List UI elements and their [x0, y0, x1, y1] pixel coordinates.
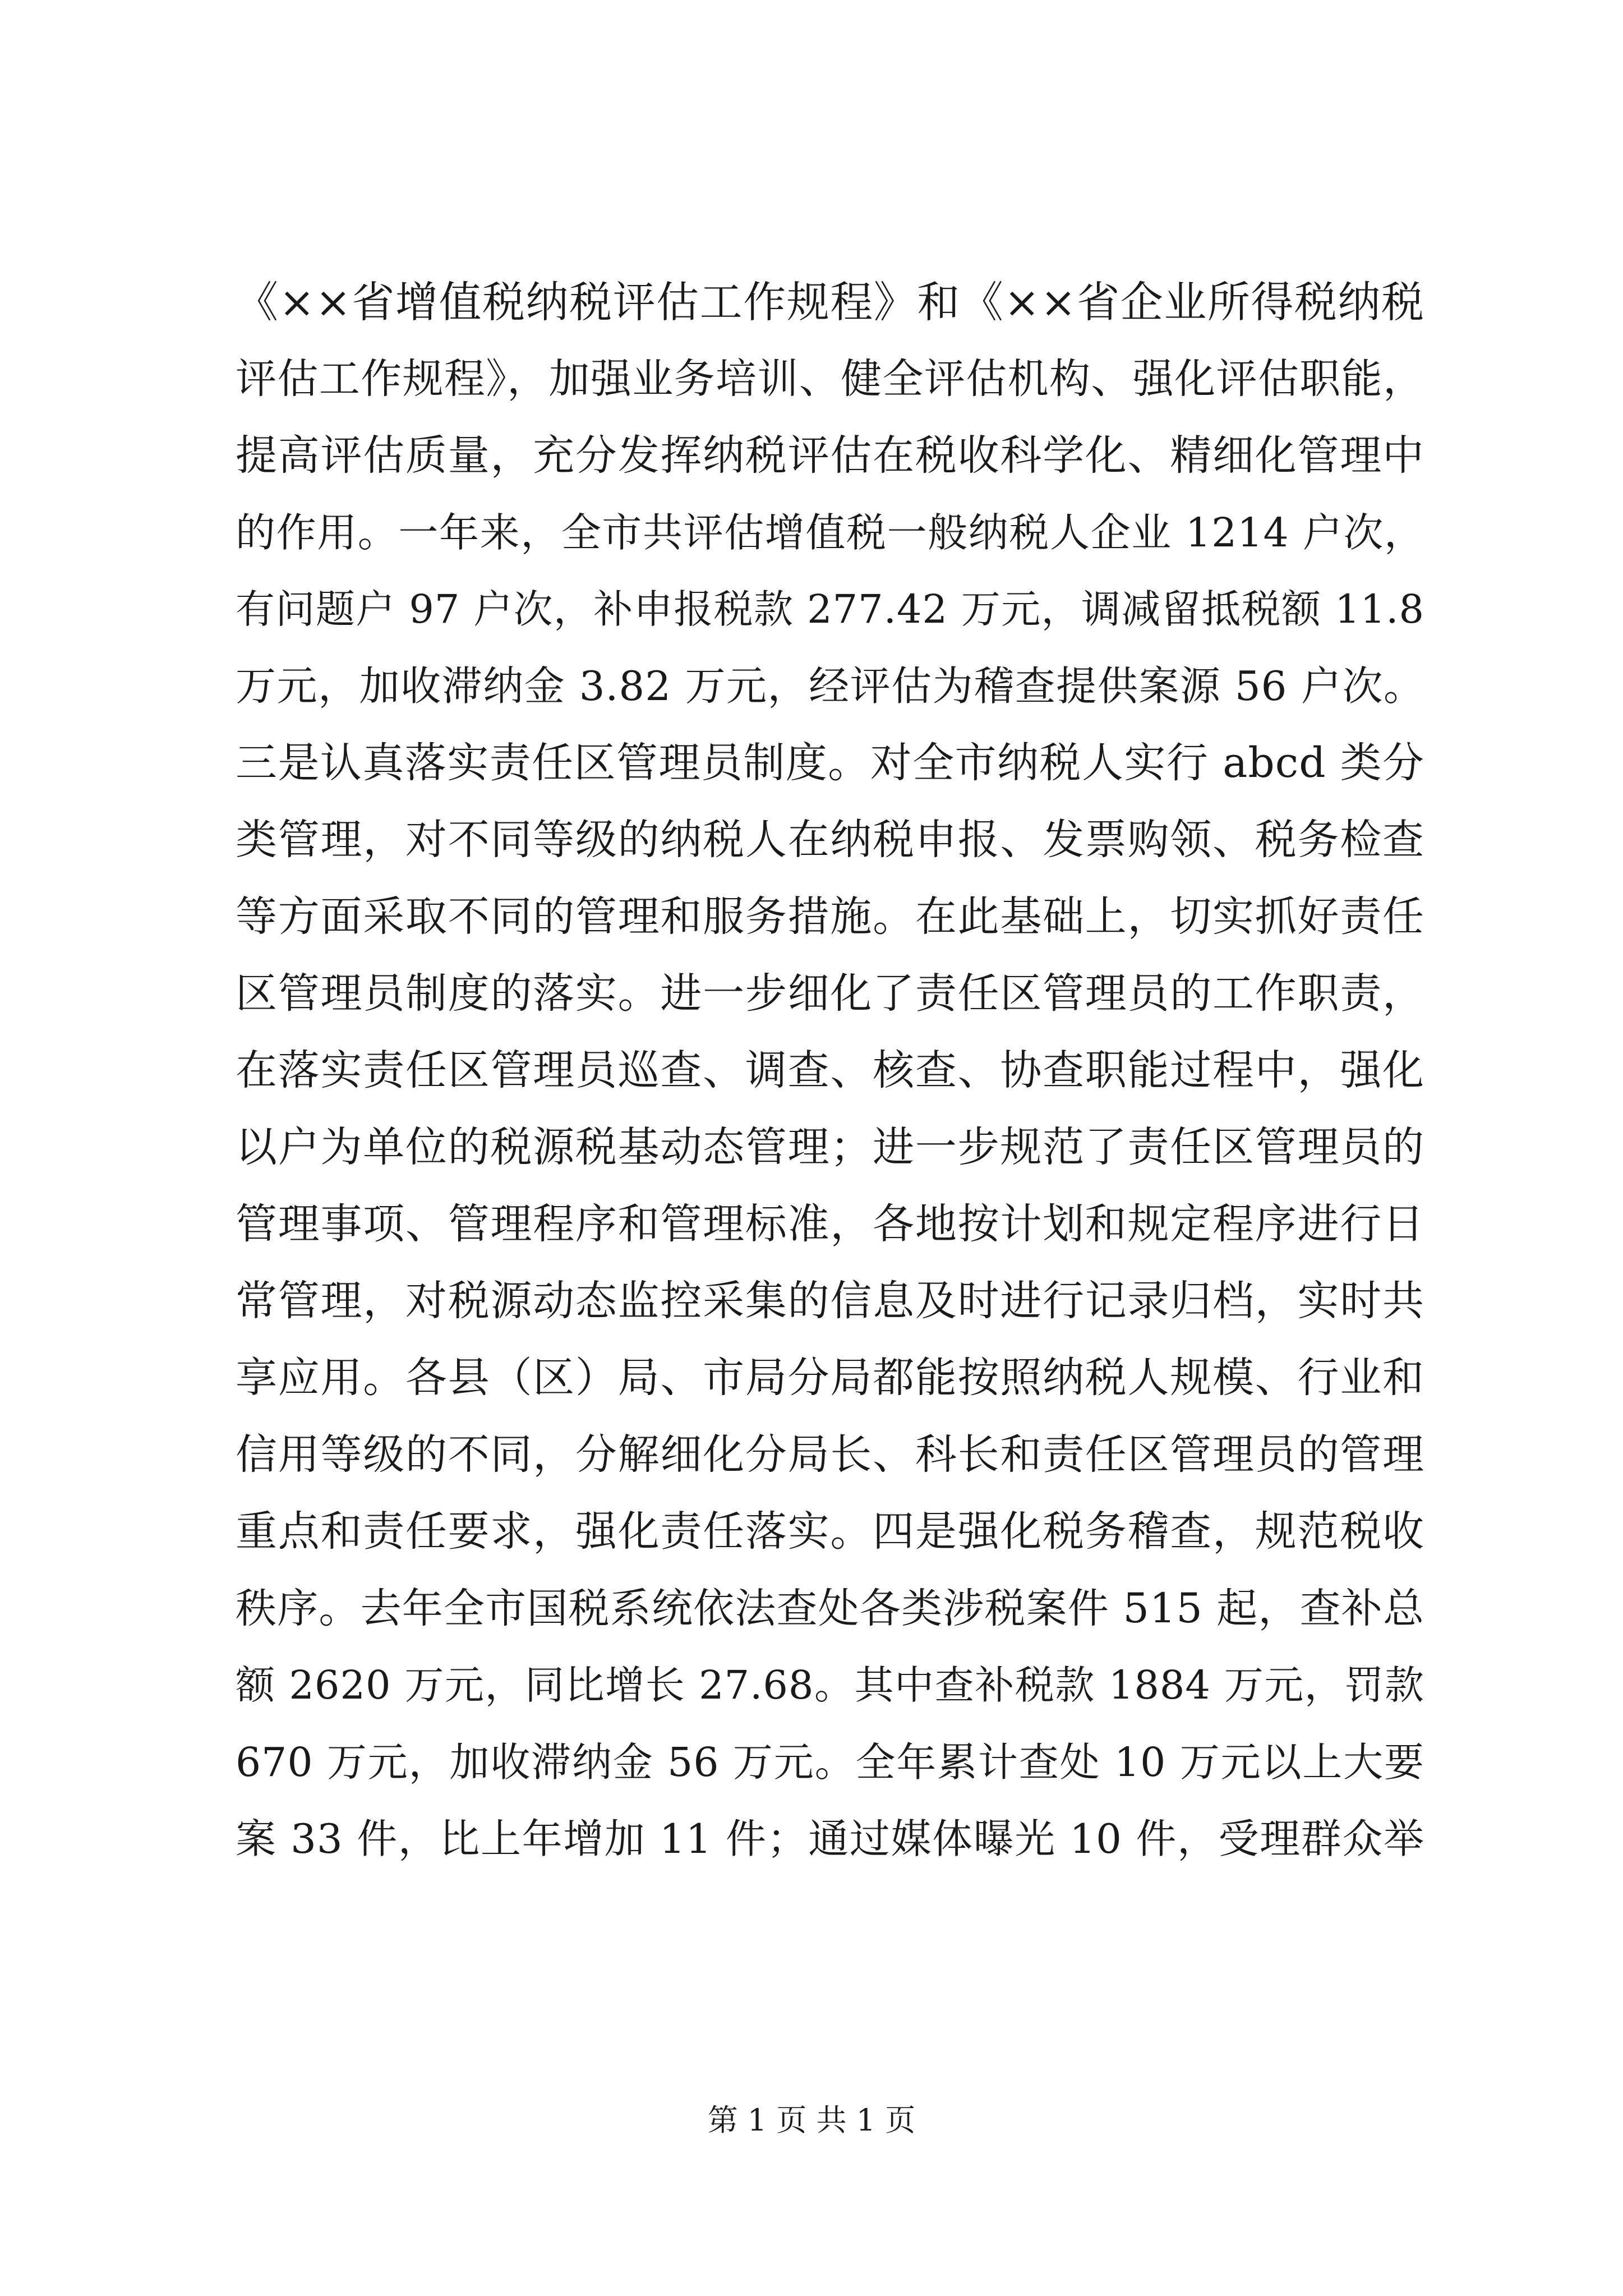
text-line: 信用等级的不同，分解细化分局长、科长和责任区管理员的管理 [236, 1430, 1424, 1479]
text-line: 类管理，对不同等级的纳税人在纳税申报、发票购领、税务检查 [236, 816, 1424, 864]
text-line: 评估工作规程》，加强业务培训、健全评估机构、强化评估职能， [236, 355, 1424, 403]
text-line: 的作用。一年来，全市共评估增值税一般纳税人企业 1214 户次， [236, 509, 1424, 556]
text-line: 以户为单位的税源税基动态管理；进一步规范了责任区管理员的 [236, 1123, 1424, 1171]
text-line: 提高评估质量，充分发挥纳税评估在税收科学化、精细化管理中 [236, 431, 1424, 480]
text-line: 三是认真落实责任区管理员制度。对全市纳税人实行 abcd 类分 [236, 739, 1424, 787]
text-line: 案 33 件，比上年增加 11 件；通过媒体曝光 10 件，受理群众举 [236, 1815, 1424, 1862]
text-line: 《××省增值税纳税评估工作规程》和《××省企业所得税纳税 [236, 277, 1424, 327]
text-line: 670 万元，加收滞纳金 56 万元。全年累计查处 10 万元以上大要 [236, 1739, 1424, 1786]
text-line: 重点和责任要求，强化责任落实。四是强化税务稽查，规范税收 [236, 1507, 1424, 1556]
page-footer [0, 2098, 1623, 2143]
text-line: 等方面采取不同的管理和服务措施。在此基础上，切实抓好责任 [236, 892, 1424, 941]
text-line: 管理事项、管理程序和管理标准，各地按计划和规定程序进行日 [236, 1200, 1424, 1248]
document-body [236, 264, 1424, 1878]
text-line: 额 2620 万元，同比增长 27.68。其中查补税款 1884 万元，罚款 [236, 1662, 1424, 1708]
text-line: 秩序。去年全市国税系统依法查处各类涉税案件 515 起，查补总 [236, 1585, 1424, 1632]
text-line: 区管理员制度的落实。进一步细化了责任区管理员的工作职责， [236, 969, 1424, 1018]
text-line: 有问题户 97 户次，补申报税款 277.42 万元，调减留抵税额 11.8 [236, 586, 1424, 632]
text-line: 享应用。各县（区）局、市局分局都能按照纳税人规模、行业和 [236, 1354, 1424, 1402]
text-line: 常管理，对税源动态监控采集的信息及时进行记录归档，实时共 [236, 1277, 1424, 1325]
text-line: 万元，加收滞纳金 3.82 万元，经评估为稽查提供案源 56 户次。 [236, 662, 1424, 710]
text-line: 在落实责任区管理员巡查、调查、核查、协查职能过程中，强化 [236, 1046, 1424, 1094]
page-number: 第 1 页 共 1 页 [707, 2102, 916, 2138]
